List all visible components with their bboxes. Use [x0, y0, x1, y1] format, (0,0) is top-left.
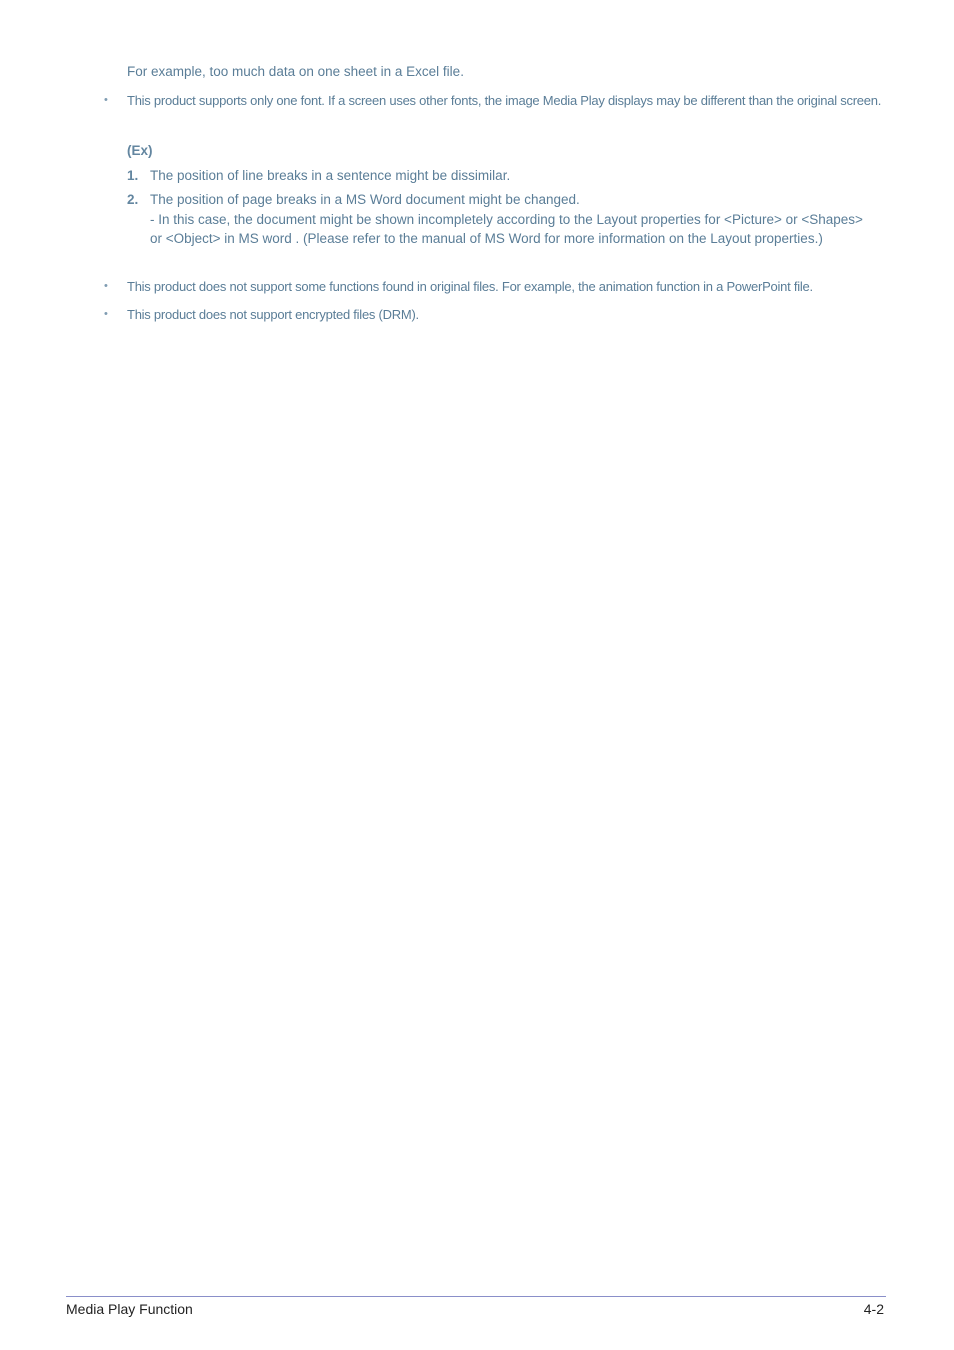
footer-section-title: Media Play Function [66, 1301, 193, 1317]
bullet-item-font [104, 91, 894, 110]
bullet-marker: • [104, 94, 108, 106]
bullet-text: This product does not support some functions found in original files. For example, the animation function in a PowerPoint file. [127, 279, 813, 294]
bullet-marker: • [104, 308, 108, 320]
example-item-text: The position of page breaks in a MS Word document might be changed. [150, 192, 580, 207]
example-label: (Ex) [127, 143, 153, 158]
bullet-item-drm [104, 305, 894, 324]
example-item-2 [127, 190, 867, 249]
footer-divider [66, 1296, 886, 1297]
intro-text: For example, too much data on one sheet in a Excel file. [127, 64, 464, 79]
bullet-marker: • [104, 280, 108, 292]
example-item-subtext: - In this case, the document might be shown incompletely according to the Layout properties for <Picture> or <Shapes> or <Object> in MS word . (Please refer to the manual of MS Word for more information on the Layout properties.) [150, 211, 863, 246]
example-item-text: The position of line breaks in a sentence might be dissimilar. [150, 168, 511, 183]
example-item-number: 2. [127, 192, 139, 207]
bullet-text: This product supports only one font. If a screen uses other fonts, the image Media Play displays may be different than the original screen. [127, 93, 882, 108]
example-item-1 [127, 166, 867, 186]
footer-page-number: 4-2 [863, 1301, 884, 1317]
example-item-number: 1. [127, 168, 139, 183]
bullet-text: This product does not support encrypted files (DRM). [127, 307, 419, 322]
bullet-item-functions [104, 277, 894, 296]
